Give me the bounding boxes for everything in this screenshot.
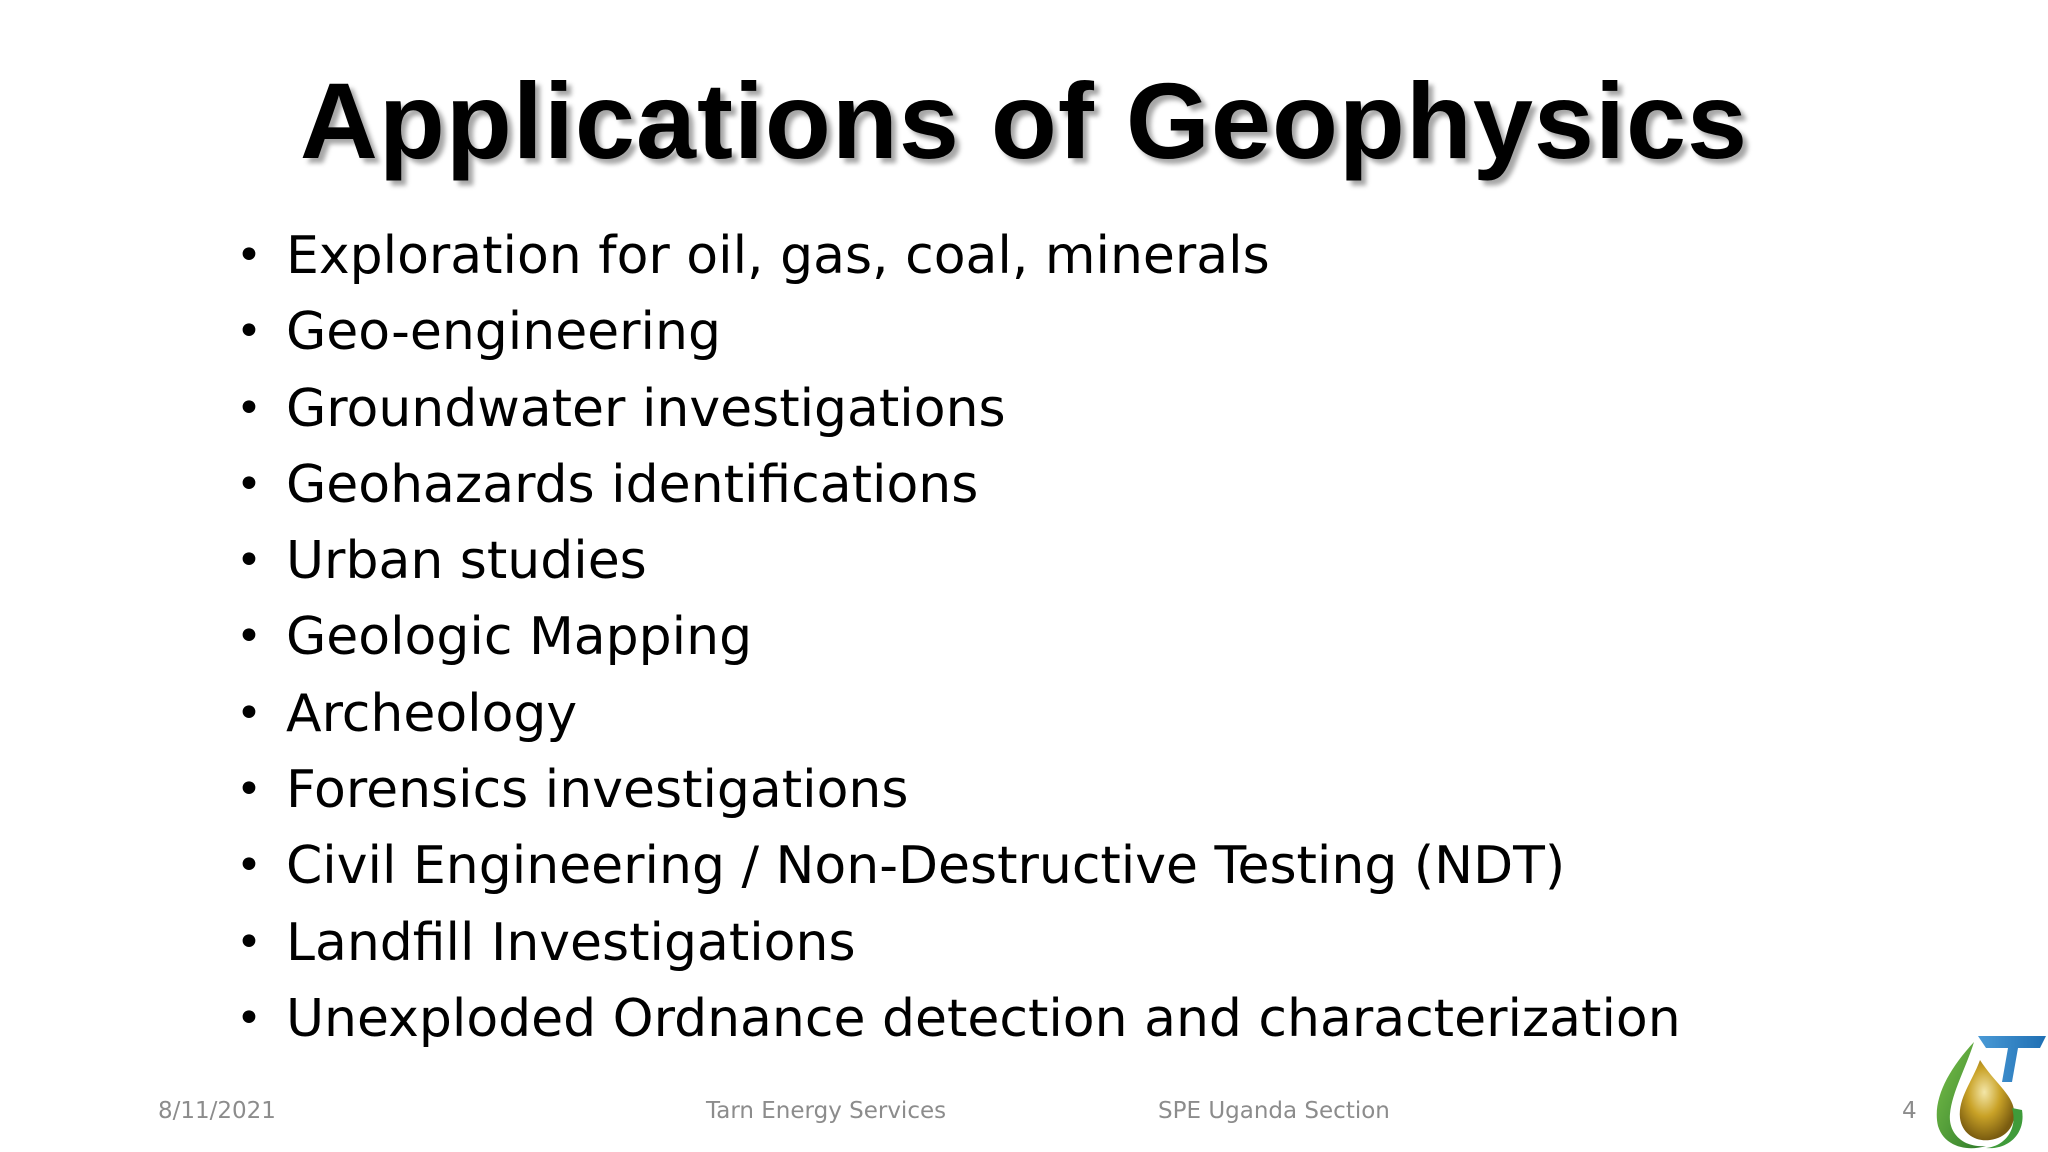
bullet-icon: • — [236, 458, 262, 510]
list-item — [236, 523, 1681, 599]
bullet-icon: • — [236, 535, 262, 587]
bullet-text: Geologic Mapping — [286, 607, 753, 668]
list-item — [236, 447, 1681, 523]
list-item — [236, 676, 1681, 752]
bullet-icon: • — [236, 306, 262, 358]
list-item — [236, 828, 1681, 904]
bullet-text: Geohazards identifications — [286, 454, 979, 515]
bullet-icon: • — [236, 611, 262, 663]
list-item — [236, 905, 1681, 981]
bullet-text: Unexploded Ordnance detection and characterization — [286, 988, 1681, 1049]
bullet-text: Forensics investigations — [286, 760, 909, 821]
list-item — [236, 294, 1681, 370]
bullet-text: Archeology — [286, 683, 578, 744]
bullet-icon: • — [236, 992, 262, 1044]
bullet-icon: • — [236, 840, 262, 892]
footer-company: Tarn Energy Services — [706, 1098, 947, 1124]
bullet-icon: • — [236, 916, 262, 968]
footer-section: SPE Uganda Section — [1158, 1098, 1390, 1124]
slide-title: Applications of Geophysics — [299, 60, 1749, 181]
list-item — [236, 981, 1681, 1057]
bullet-list — [236, 218, 1681, 1057]
bullet-text: Landfill Investigations — [286, 912, 856, 973]
list-item — [236, 218, 1681, 294]
bullet-icon: • — [236, 230, 262, 281]
bullet-icon: • — [236, 382, 262, 434]
bullet-text: Exploration for oil, gas, coal, minerals — [286, 226, 1270, 286]
bullet-text: Groundwater investigations — [286, 378, 1006, 439]
bullet-icon: • — [236, 764, 262, 816]
slide-number: 4 — [1902, 1098, 1917, 1124]
bullet-text: Civil Engineering / Non-Destructive Testing (NDT) — [286, 836, 1566, 897]
bullet-icon: • — [236, 687, 262, 739]
bullet-text: Urban studies — [286, 531, 647, 592]
footer-date: 8/11/2021 — [158, 1098, 276, 1124]
oil-drop-logo-icon — [1928, 1030, 2048, 1152]
list-item — [236, 752, 1681, 828]
list-item — [236, 599, 1681, 675]
list-item — [236, 371, 1681, 447]
bullet-text: Geo-engineering — [286, 302, 721, 363]
